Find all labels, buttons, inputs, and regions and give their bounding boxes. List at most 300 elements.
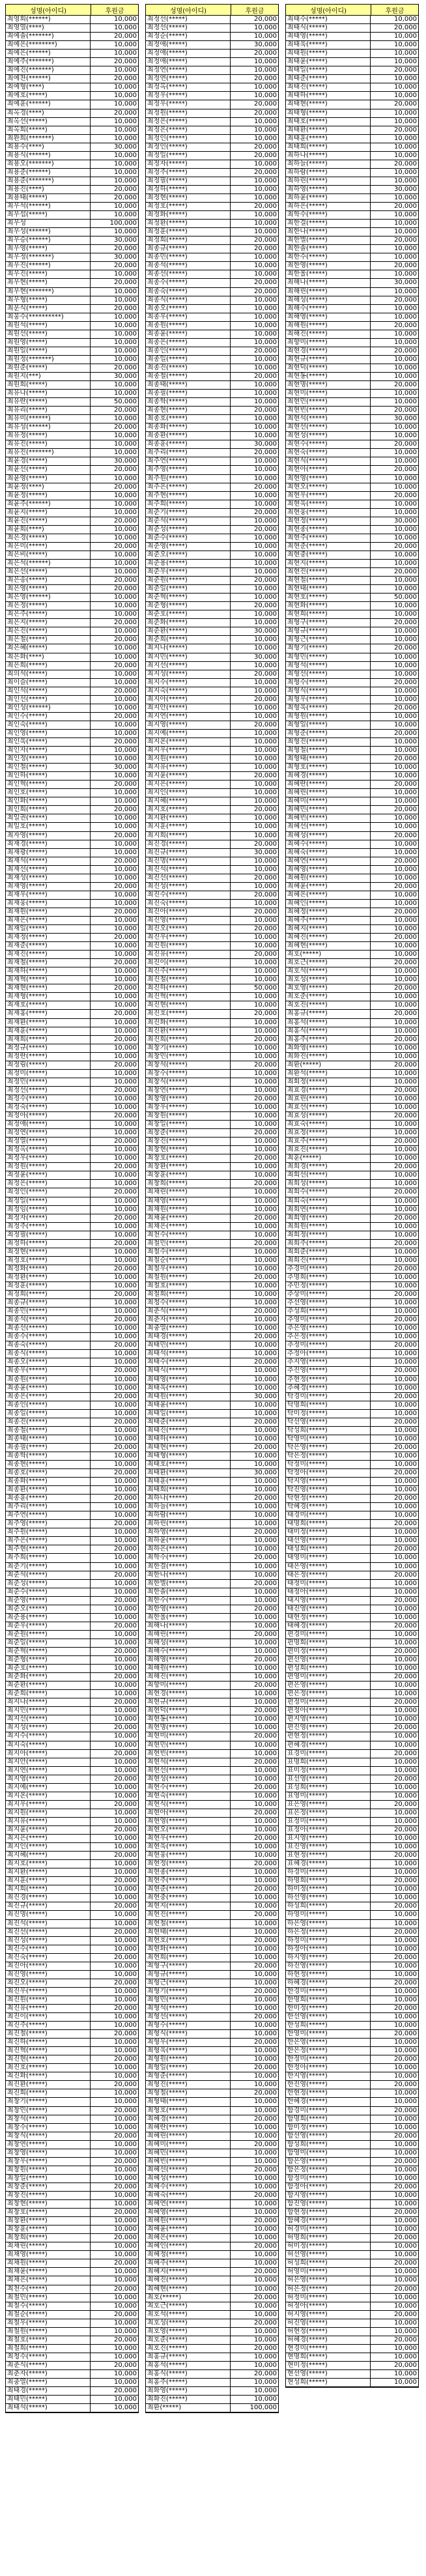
donation-amount: 10,000 (394, 2293, 417, 2301)
table-row (146, 2217, 278, 2225)
donation-amount: 10,000 (114, 83, 137, 91)
donation-amount: 10,000 (394, 951, 417, 958)
donor-name: 최태민(*****) (146, 1341, 231, 1349)
donor-name: 표영미(*****) (286, 1792, 371, 1800)
donation-amount: 10,000 (114, 2379, 137, 2386)
table-row (146, 1486, 278, 1495)
table-row (6, 135, 138, 143)
donation-amount: 10,000 (114, 1231, 137, 1238)
donation-amount: 20,000 (254, 2217, 277, 2225)
donor-name: 최윤영(*****) (6, 475, 91, 483)
table-row (6, 1979, 138, 1988)
table-row (286, 2022, 418, 2030)
donation-amount: 10,000 (254, 636, 277, 644)
donor-name: 태선영(*****) (286, 1537, 371, 1545)
donation-amount: 10,000 (114, 491, 137, 499)
donor-name: 최인석(*****) (6, 687, 91, 695)
donor-name: 최종진(*****) (146, 364, 231, 372)
donor-name: 편성희(*****) (286, 1665, 371, 1672)
table-row (6, 203, 138, 211)
table-row (146, 610, 278, 619)
table-row (146, 1520, 278, 1528)
donation-amount: 10,000 (114, 203, 137, 210)
donation-amount: 20,000 (254, 508, 277, 516)
donor-name: 최창연(*****) (6, 2141, 91, 2149)
donor-name: 편지영(*****) (286, 1715, 371, 1723)
table-row (286, 1511, 418, 1520)
table-row (286, 1945, 418, 1954)
table-row (146, 2345, 278, 2353)
table-row (6, 100, 138, 109)
table-row (286, 2285, 418, 2294)
donation-amount: 10,000 (394, 942, 417, 950)
donor-name: 최준화(*****) (146, 619, 231, 627)
table-row (146, 2353, 278, 2362)
donor-name: 최지우(*****) (6, 1801, 91, 1809)
table-row (286, 1732, 418, 1741)
donor-name: 최태하(*****) (146, 1435, 231, 1443)
table-row (146, 1001, 278, 1010)
donor-name: 최화진(*****) (146, 2396, 231, 2403)
donor-name: 최태식(*****) (286, 24, 371, 32)
donation-amount: 10,000 (254, 474, 277, 482)
table-row (146, 1452, 278, 1461)
table-row (286, 1750, 418, 1758)
table-row (146, 143, 278, 152)
donation-amount: 10,000 (394, 1350, 417, 1358)
donor-name: 편정미(*****) (286, 1698, 371, 1706)
donor-name: 최현준(*****) (146, 1885, 231, 1893)
donor-name: 최지우(*****) (146, 747, 231, 754)
table-row (6, 75, 138, 83)
donation-amount: 20,000 (114, 1648, 137, 1655)
table-row (146, 390, 278, 398)
table-row (146, 2209, 278, 2217)
donation-amount: 10,000 (394, 1171, 417, 1179)
donor-name: 최청수(*****) (146, 1299, 231, 1307)
table-row (146, 1503, 278, 1511)
donation-amount: 20,000 (114, 2259, 137, 2267)
donor-name: 표미정(*****) (286, 1767, 371, 1775)
donor-name: 최하윤(*****) (286, 194, 371, 202)
table-row (146, 866, 278, 874)
table-row (286, 1240, 418, 1248)
donor-name: 최희경(*****) (286, 1163, 371, 1171)
table-row (146, 135, 278, 143)
donation-amount: 20,000 (394, 984, 417, 992)
donation-amount: 10,000 (254, 882, 277, 890)
table-row (6, 577, 138, 585)
donor-name: 최지민(*****) (146, 653, 231, 661)
donor-name: 최혜숙(*****) (146, 2192, 231, 2199)
table-row (146, 1690, 278, 1698)
table-row (6, 1053, 138, 1061)
table-row (286, 814, 418, 823)
table-row (6, 713, 138, 721)
donation-amount: 20,000 (254, 1154, 277, 1162)
donation-amount: 10,000 (254, 1766, 277, 1774)
donor-name: 최정애(*****) (6, 1121, 91, 1128)
table-row (6, 1648, 138, 1656)
donation-amount: 10,000 (394, 2379, 417, 2386)
table-row (286, 1384, 418, 1393)
donation-amount: 10,000 (114, 1503, 137, 1511)
donation-amount: 20,000 (114, 407, 137, 414)
donor-name: 최창호(*****) (146, 1154, 231, 1162)
table-row (286, 1988, 418, 1996)
donor-name: 최한수(*****) (146, 1597, 231, 1605)
table-row (6, 942, 138, 951)
donor-name: 최태현(*****) (146, 1444, 231, 1452)
table-row (286, 296, 418, 305)
donor-name: 최지온(*****) (146, 738, 231, 746)
table-row (6, 1545, 138, 1554)
donor-name: 최진우(*****) (146, 934, 231, 941)
donation-amount: 20,000 (114, 2285, 137, 2293)
donor-name: 최재원(*****) (6, 908, 91, 916)
donor-name: 최진선(*****) (6, 1928, 91, 1936)
donation-amount: 20,000 (394, 24, 417, 32)
donation-amount: 10,000 (114, 1435, 137, 1442)
donation-amount: 10,000 (394, 1911, 417, 1919)
donation-amount: 20,000 (114, 984, 137, 992)
donation-amount: 10,000 (394, 211, 417, 219)
donor-name: 최환(*****) (146, 2404, 231, 2412)
donor-name: 하은정(*****) (286, 1928, 371, 1936)
table-row (286, 1563, 418, 1571)
donor-name: 최원준(*****) (6, 364, 91, 372)
table-row (146, 50, 278, 58)
donation-amount: 20,000 (254, 2013, 277, 2021)
donation-amount: 10,000 (254, 33, 277, 40)
donation-amount: 10,000 (114, 1358, 137, 1366)
donation-amount: 10,000 (114, 1758, 137, 1766)
table-row (146, 407, 278, 415)
donation-amount: 10,000 (394, 891, 417, 898)
table-row (6, 270, 138, 279)
donor-name: 최태윤(*****) (286, 58, 371, 66)
table-row (286, 509, 418, 517)
table-header (286, 5, 418, 16)
table-row (6, 1299, 138, 1308)
donor-name: 최현경(*****) (146, 1690, 231, 1698)
donation-amount: 10,000 (114, 610, 137, 618)
donor-name: 최재웅(*****) (6, 900, 91, 908)
table-row (146, 364, 278, 373)
donation-amount: 20,000 (114, 1622, 137, 1629)
donation-amount: 10,000 (114, 66, 137, 74)
donation-amount: 10,000 (394, 2192, 417, 2199)
donation-amount: 10,000 (394, 1095, 417, 1102)
table-row (146, 2098, 278, 2106)
table-row (286, 1902, 418, 1911)
donation-amount: 10,000 (394, 695, 417, 703)
donation-amount: 10,000 (394, 117, 417, 125)
donor-name: 추지영(*****) (286, 1358, 371, 1366)
table-row (286, 2072, 418, 2081)
donor-name: 현경미(*****) (286, 2345, 371, 2353)
donor-name: 최종오(*****) (6, 1358, 91, 1366)
donation-amount: 10,000 (254, 1825, 277, 1833)
donation-amount: 10,000 (254, 1478, 277, 1485)
donation-amount: 10,000 (114, 1180, 137, 1188)
table-row (286, 755, 418, 764)
donation-amount: 10,000 (114, 560, 137, 567)
table-row (286, 1885, 418, 1894)
table-row (146, 423, 278, 432)
donation-amount: 10,000 (114, 1384, 137, 1392)
donor-name: 최철수(*****) (146, 1248, 231, 1256)
table-row (146, 41, 278, 50)
table-row (286, 1291, 418, 1299)
donor-name: 최효선(*****) (286, 1104, 371, 1111)
table-row (6, 1452, 138, 1461)
table-row (286, 993, 418, 1001)
table-row (6, 1656, 138, 1665)
donation-amount: 10,000 (114, 1171, 137, 1179)
table-row (286, 1078, 418, 1087)
donation-amount: 20,000 (394, 1495, 417, 1502)
donor-name: 최형근(*****) (146, 1979, 231, 1987)
donation-amount: 10,000 (394, 449, 417, 457)
table-row (6, 687, 138, 696)
donor-name: 최지혜(*****) (6, 1852, 91, 1859)
table-row (6, 1206, 138, 1214)
table-row (6, 1019, 138, 1027)
donation-amount: 10,000 (394, 1222, 417, 1230)
donation-amount: 10,000 (394, 1996, 417, 2003)
donor-name: 최옥경(****) (6, 109, 91, 117)
donation-amount: 10,000 (394, 1231, 417, 1238)
table-row (6, 2166, 138, 2175)
table-row (286, 245, 418, 253)
donor-name: 최지윤(*****) (146, 772, 231, 780)
table-row (146, 713, 278, 721)
donation-amount: 10,000 (114, 534, 137, 541)
donor-name: 하선영(*****) (286, 1894, 371, 1902)
donation-amount: 20,000 (254, 2344, 277, 2352)
donor-name: 최유리(*****) (6, 407, 91, 414)
donor-name: 최태경(*****) (146, 1333, 231, 1341)
table-row (146, 1070, 278, 1078)
donation-amount: 10,000 (394, 1613, 417, 1621)
donation-amount: 20,000 (394, 644, 417, 652)
donation-amount: 10,000 (254, 1222, 277, 1230)
table-row (146, 925, 278, 934)
donation-amount: 10,000 (394, 797, 417, 805)
donation-amount: 10,000 (114, 2149, 137, 2156)
table-row (286, 432, 418, 440)
donor-name: 최종태(*****) (6, 1435, 91, 1443)
donor-name: 추정미(*****) (286, 1341, 371, 1349)
donation-amount: 10,000 (114, 1682, 137, 1689)
donor-name: 최진이(*****) (6, 2013, 91, 2021)
donation-amount: 10,000 (394, 976, 417, 984)
donor-name: 최태욱(*****) (286, 41, 371, 49)
donation-amount: 20,000 (114, 1825, 137, 1833)
table-row (146, 874, 278, 883)
donor-name: 편미정(*****) (286, 1648, 371, 1655)
donation-amount: 10,000 (254, 704, 277, 711)
donor-name: 최정우(*****) (146, 100, 231, 108)
donation-amount: 10,000 (254, 1953, 277, 1961)
table-row (146, 1010, 278, 1018)
table-row (146, 492, 278, 500)
table-row (6, 1673, 138, 1682)
table-row (146, 2387, 278, 2396)
donation-amount: 20,000 (114, 1418, 137, 1425)
table-row (286, 866, 418, 874)
donor-name: 최종은(*****) (6, 1393, 91, 1401)
donation-amount: 10,000 (254, 534, 277, 541)
table-row (286, 1019, 418, 1027)
table-row (146, 1282, 278, 1291)
table-row (6, 866, 138, 874)
donor-name: 최진하(*****) (6, 2039, 91, 2046)
donor-name: 최우현(*****) (6, 279, 91, 287)
table-row (6, 2013, 138, 2022)
donor-name: 최지훈(*****) (146, 823, 231, 831)
donation-amount: 10,000 (394, 1894, 417, 1902)
donor-name: 최정호(*****) (6, 1257, 91, 1265)
table-row (146, 2268, 278, 2276)
donation-amount: 10,000 (254, 916, 277, 924)
donor-name: 최재철(*****) (6, 959, 91, 967)
table-row (6, 789, 138, 797)
table-row (286, 568, 418, 577)
donor-name: 함미정(*****) (286, 2124, 371, 2132)
donor-name: 최재영(*****) (6, 883, 91, 891)
table-row (146, 2276, 278, 2285)
donation-amount: 10,000 (394, 109, 417, 117)
donation-amount: 20,000 (114, 2310, 137, 2318)
donation-amount: 10,000 (254, 2209, 277, 2216)
table-row (286, 100, 418, 109)
donation-amount: 10,000 (394, 2225, 417, 2233)
donation-amount: 10,000 (394, 551, 417, 558)
table-row (6, 2141, 138, 2149)
table-row (6, 1070, 138, 1078)
donor-name: 최주현(*****) (146, 492, 231, 500)
donor-name: 최현철(*****) (286, 577, 371, 584)
donor-name: 최호영(*****) (146, 2328, 231, 2336)
table-row (146, 1537, 278, 1545)
table-row (146, 203, 278, 211)
donor-name: 최웅수(**********) (6, 313, 91, 321)
donation-amount: 30,000 (254, 1469, 277, 1477)
table-row (146, 1257, 278, 1265)
donor-name: 한정아(*****) (286, 2064, 371, 2072)
donor-name: 최준오(*****) (146, 551, 231, 559)
donation-amount: 10,000 (254, 1138, 277, 1145)
table-row (6, 1639, 138, 1648)
donation-amount: 10,000 (394, 1605, 417, 1612)
donor-name: 한미정(*****) (286, 2005, 371, 2012)
donation-amount: 20,000 (114, 193, 137, 201)
donation-amount: 10,000 (254, 2004, 277, 2012)
donation-amount: 20,000 (254, 1707, 277, 1715)
table-row (6, 1291, 138, 1299)
donor-name: 최혜정(*****) (146, 2251, 231, 2259)
donation-amount: 10,000 (114, 925, 137, 933)
table-row (146, 764, 278, 772)
donor-name: 최지연(*****) (146, 713, 231, 721)
donor-name: 최진유(*****) (146, 951, 231, 958)
donation-amount: 10,000 (394, 270, 417, 278)
donor-name: 최현민(*****) (146, 1741, 231, 1749)
donation-amount: 10,000 (254, 423, 277, 431)
donation-amount: 10,000 (394, 304, 417, 312)
table-row (6, 2209, 138, 2217)
table-row (286, 594, 418, 602)
donor-name: 최종화(*****) (146, 423, 231, 431)
table-row (286, 1920, 418, 1928)
donor-name: 최현동(*****) (286, 373, 371, 380)
donor-name: 최지인(*****) (146, 789, 231, 797)
donation-amount: 10,000 (254, 1052, 277, 1060)
donor-name: 최일호(*****) (6, 823, 91, 831)
donation-amount: 20,000 (254, 1308, 277, 1315)
table-row (146, 1775, 278, 1784)
donation-amount: 10,000 (394, 1562, 417, 1570)
table-row (286, 2158, 418, 2166)
table-row (6, 2115, 138, 2124)
donor-name: 하경미(*****) (286, 1868, 371, 1876)
table-row (286, 381, 418, 390)
donation-amount: 10,000 (254, 857, 277, 865)
donation-amount: 10,000 (254, 2149, 277, 2156)
table-row (6, 253, 138, 262)
donation-amount: 20,000 (394, 1520, 417, 1528)
donor-name: 최종규(*****) (6, 1299, 91, 1307)
table-row (6, 951, 138, 959)
table-row (6, 2319, 138, 2328)
donor-name: 한성희(*****) (286, 2022, 371, 2029)
donation-amount: 20,000 (394, 1825, 417, 1833)
donor-name: 최우정(*******) (6, 253, 91, 261)
table-row (6, 66, 138, 75)
donor-name: 탁정미(*****) (286, 1461, 371, 1468)
donor-name: 최은선(*****) (6, 568, 91, 576)
table-row (286, 1350, 418, 1358)
donation-amount: 10,000 (114, 16, 137, 23)
table-row (286, 2081, 418, 2089)
donor-name: 최인정(*****) (6, 755, 91, 763)
donation-amount: 20,000 (114, 737, 137, 745)
donor-name: 표명희(*****) (286, 1758, 371, 1766)
donation-amount: 20,000 (114, 806, 137, 814)
donor-name: 최현규(*****) (286, 356, 371, 364)
donor-name: 최희성(*****) (286, 1180, 371, 1188)
donor-name: 최현수(*****) (286, 440, 371, 448)
donor-name: 최종현(*****) (6, 1461, 91, 1468)
donation-amount: 10,000 (394, 1885, 417, 1893)
donor-name: 최해원(*****) (286, 322, 371, 330)
table-row (146, 1954, 278, 1962)
donation-amount: 10,000 (254, 177, 277, 184)
donor-name: 최환(*****) (286, 1061, 371, 1069)
table-row (286, 1954, 418, 1962)
donor-name: 한정미(*****) (286, 2055, 371, 2063)
table-row (286, 1996, 418, 2005)
table-row (286, 1154, 418, 1163)
table-row (286, 1545, 418, 1554)
donation-amount: 10,000 (394, 525, 417, 533)
table-row (6, 2030, 138, 2039)
table-row (146, 288, 278, 296)
donation-amount: 20,000 (394, 381, 417, 389)
donor-name: 최현중(*****) (286, 551, 371, 559)
